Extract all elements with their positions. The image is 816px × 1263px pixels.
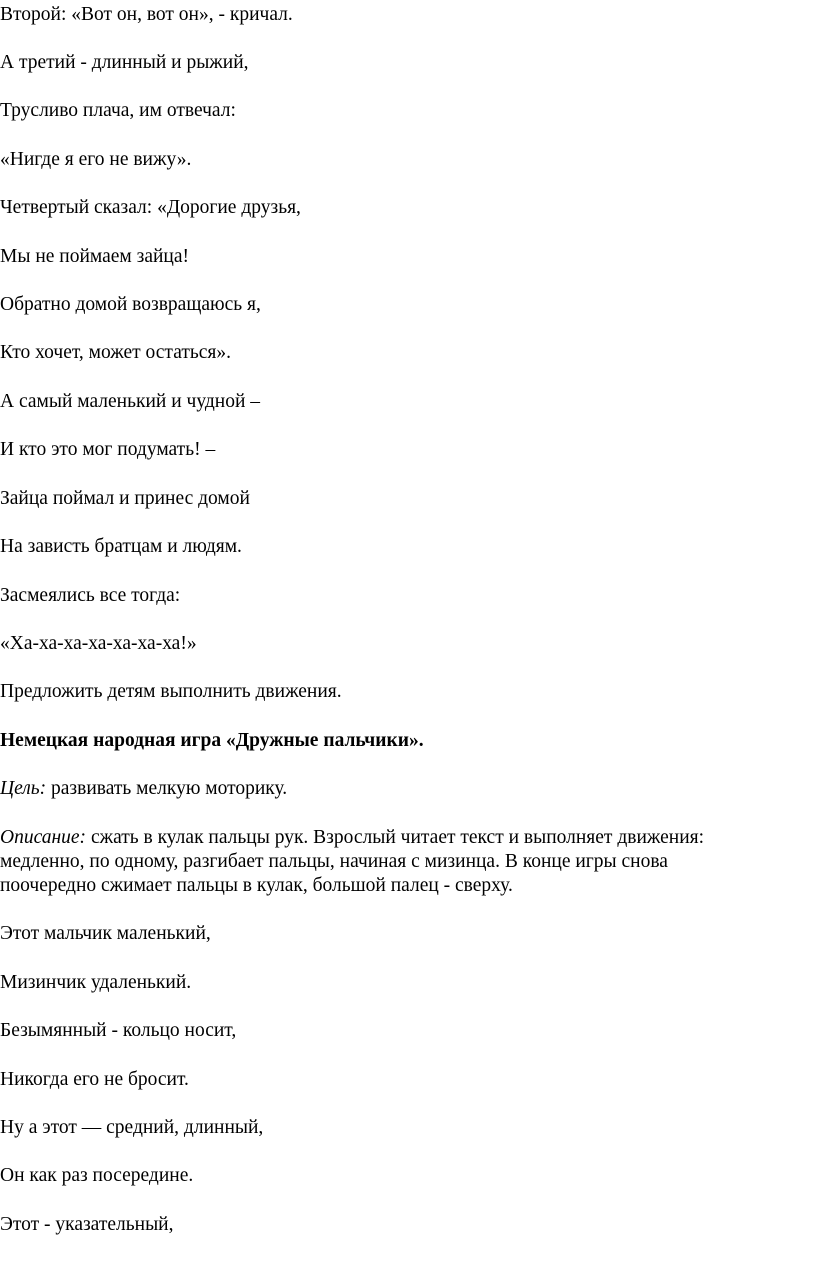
- poem-line: Этот - указательный,: [0, 1214, 174, 1235]
- poem-line: «Ха-ха-ха-ха-ха-ха-ха!»: [0, 633, 197, 654]
- poem-line: Зайца поймал и принес домой: [0, 488, 250, 509]
- poem-line: И кто это мог подумать! –: [0, 439, 216, 460]
- poem-line: А самый маленький и чудной –: [0, 391, 261, 412]
- poem-line: Четвертый сказал: «Дорогие друзья,: [0, 197, 301, 218]
- poem-line: Ну а этот — средний, длинный,: [0, 1117, 264, 1138]
- poem-line: На зависть братцам и людям.: [0, 536, 242, 557]
- poem-line: Трусливо плача, им отвечал:: [0, 100, 236, 121]
- goal-text: развивать мелкую моторику.: [46, 778, 288, 799]
- poem-line: Никогда его не бросит.: [0, 1069, 189, 1090]
- poem-line: Второй: «Вот он, вот он», - кричал.: [0, 4, 293, 25]
- description-line: [0, 827, 704, 849]
- poem-line: Засмеялись все тогда:: [0, 585, 181, 606]
- poem-line: «Нигде я его не вижу».: [0, 149, 192, 170]
- poem-line: Мизинчик удаленький.: [0, 972, 192, 993]
- goal-label: Цель:: [0, 778, 47, 799]
- description-line: медленно, по одному, разгибает пальцы, начиная с мизинца. В конце игры снова: [0, 851, 668, 872]
- poem-line: Кто хочет, может остаться».: [0, 342, 232, 363]
- goal-paragraph: [0, 778, 287, 800]
- poem-line: Безымянный - кольцо носит,: [0, 1020, 237, 1041]
- poem-line: Этот мальчик маленький,: [0, 923, 211, 944]
- poem-line: Мы не поймаем зайца!: [0, 246, 190, 267]
- poem-line: Он как раз посередине.: [0, 1165, 194, 1186]
- description-line: поочередно сжимает пальцы в кулак, большой палец - сверху.: [0, 875, 513, 896]
- poem-line: А третий - длинный и рыжий,: [0, 52, 249, 73]
- description-label: Описание:: [0, 827, 87, 848]
- description-text: сжать в кулак пальцы рук. Взрослый читает текст и выполняет движения:: [86, 827, 705, 848]
- poem-line: Обратно домой возвращаюсь я,: [0, 294, 261, 315]
- instruction-text: Предложить детям выполнить движения.: [0, 681, 342, 702]
- game-title: Немецкая народная игра «Дружные пальчики».: [0, 730, 424, 751]
